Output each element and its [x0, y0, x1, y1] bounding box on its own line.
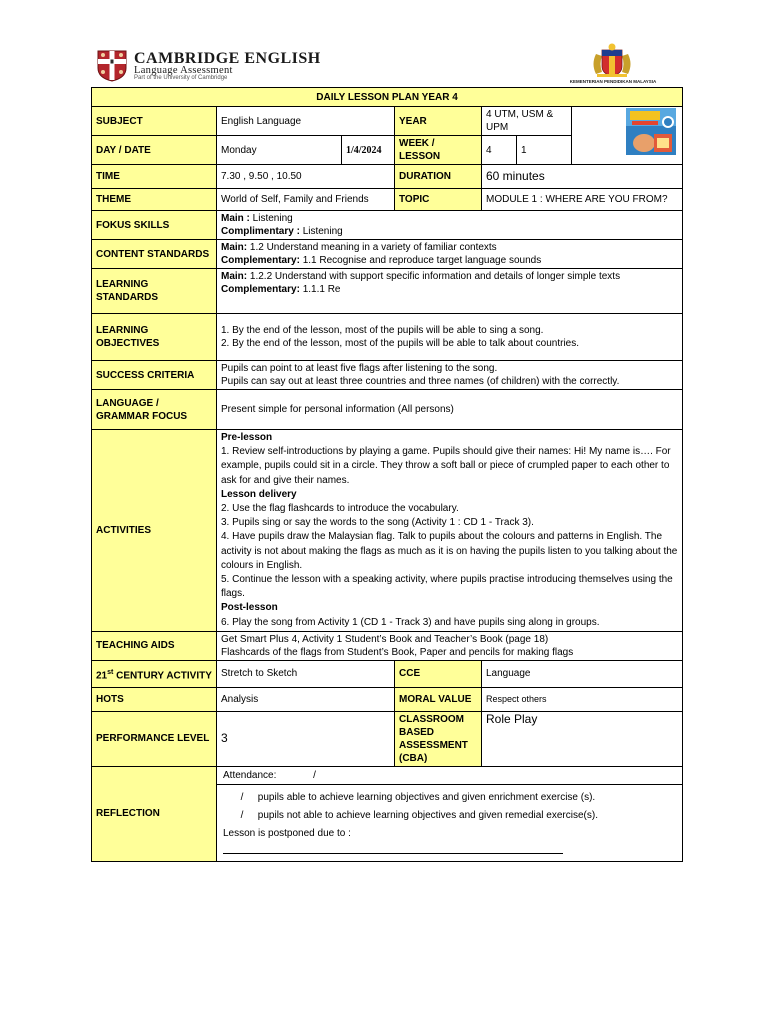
century-value: Stretch to Sketch: [217, 660, 395, 687]
reflection-2-text: pupils not able to achieve learning objectives and given remedial exercise(s).: [257, 809, 598, 821]
subject-label: SUBJECT: [92, 107, 217, 136]
success-cell: [217, 361, 683, 390]
focus-label: FOKUS SKILLS: [92, 211, 217, 240]
cambridge-logo: [97, 50, 337, 84]
cba-label: [395, 711, 482, 766]
objective-1-word: most: [344, 325, 367, 336]
activity-3: 3. Pupils sing or say the words to the song (Activity 1 : CD 1 - Track 3).: [221, 517, 534, 529]
objective-2-pre: 2. By the end of the lesson,: [221, 338, 343, 349]
attendance-label: Attendance:: [223, 769, 277, 781]
learning-comp-label: Complementary:: [221, 284, 300, 295]
focus-comp: Listening: [302, 226, 343, 237]
grammar-label-2: GRAMMAR FOCUS: [96, 410, 188, 422]
focus-comp-label: Complimentary :: [221, 226, 300, 237]
year-label: YEAR: [395, 107, 482, 136]
reflection-1: [223, 789, 676, 807]
cba-label-2: ASSESSMENT (CBA): [399, 739, 468, 764]
hots-label: HOTS: [92, 687, 217, 711]
activity-1: 1. Review self-introductions by playing a game. Pupils should give their names: Hi! My name is…. For example, pupils could sit in a circle. They throw a soft ball or piece of crumpled paper to each other to ask for and give their names.: [221, 446, 671, 486]
theme-value: World of Self, Family and Friends: [217, 189, 395, 211]
malaysia-crest-icon: [587, 42, 637, 78]
learning-main-label: Main:: [221, 271, 248, 282]
focus-main: Listening: [252, 213, 293, 224]
success-label: SUCCESS CRITERIA: [92, 361, 217, 390]
aids-cell: [217, 631, 683, 660]
content-label: CONTENT STANDARDS: [92, 240, 217, 269]
cambridge-title: CAMBRIDGE ENGLISH: [134, 50, 321, 67]
learning-label: LEARNING STANDARDS: [92, 269, 217, 314]
moral-value: Respect others: [482, 687, 683, 711]
attendance-sep: /: [313, 769, 316, 781]
focus-cell: [217, 211, 683, 240]
book-cell: [572, 107, 683, 165]
cambridge-shield-icon: [97, 50, 127, 82]
subject-value: English Language: [217, 107, 395, 136]
day-value: Monday: [217, 136, 342, 165]
cba-label-1: CLASSROOM BASED: [399, 713, 464, 738]
content-main: 1.2 Understand meaning in a variety of familiar contexts: [249, 242, 497, 253]
hots-value: Analysis: [217, 687, 395, 711]
learning-cell: [217, 269, 683, 314]
objective-1-post: of the pupils will be able to sing a song.: [369, 325, 544, 336]
content-comp: 1.1 Recognise and reproduce target language sounds: [302, 255, 542, 266]
aids-label: TEACHING AIDS: [92, 631, 217, 660]
objective-1-pre: 1. By the end of the lesson,: [221, 325, 343, 336]
aids-2: Flashcards of the flags from Student’s Book, Paper and pencils for making flags: [221, 646, 574, 658]
activities-label: ACTIVITIES: [92, 430, 217, 632]
ministry-name: KEMENTERIAN PENDIDIKAN MALAYSIA: [569, 79, 657, 84]
time-label: TIME: [92, 165, 217, 189]
century-label-rest: CENTURY ACTIVITY: [113, 670, 212, 681]
pre-lesson-heading: Pre-lesson: [221, 432, 273, 443]
learning-main: 1.2.2 Understand with support specific information and details of longer simple texts: [249, 271, 621, 282]
grammar-value: Present simple for personal information (All persons): [217, 390, 683, 430]
activity-5: 5. Continue the lesson with a speaking activity, where pupils practise introducing themselves using the flags.: [221, 574, 673, 600]
day-label: DAY / DATE: [92, 136, 217, 165]
reflection-mark-1: /: [240, 791, 244, 803]
post-lesson-heading: Post-lesson: [221, 602, 278, 614]
cambridge-part: Part of the University of Cambridge: [134, 75, 228, 81]
year-value: 4 UTM, USM & UPM: [482, 107, 572, 136]
activity-2: 2. Use the flag flashcards to introduce the vocabulary.: [221, 503, 459, 515]
reflection-label: REFLECTION: [92, 766, 217, 861]
activity-4: 4. Have pupils draw the Malaysian flag. Talk to pupils about the colours and patterns in English. The activity is not about making the flags as much as it is on having the pupils listen to you talking about the colours in English.: [221, 531, 678, 571]
content-comp-label: Complementary:: [221, 255, 300, 266]
objectives-cell: [217, 314, 683, 361]
lesson-delivery-heading: Lesson delivery: [221, 488, 297, 500]
aids-1: Get Smart Plus 4, Activity 1 Student’s Book and Teacher’s Book (page 18): [221, 633, 549, 645]
grammar-label: [92, 390, 217, 430]
performance-label: PERFORMANCE LEVEL: [92, 711, 217, 766]
reflection-cell: [217, 766, 683, 861]
success-2: Pupils can say out at least three countries and three names (of children) with the correctly.: [221, 376, 620, 387]
ministry-logo: [552, 42, 674, 88]
duration-value: 60 minutes: [482, 165, 683, 189]
content-main-label: Main:: [221, 242, 248, 253]
reflection-mark-2: /: [240, 809, 244, 821]
time-value: 7.30 , 9.50 , 10.50: [217, 165, 395, 189]
attendance-row: [217, 767, 682, 785]
grammar-label-1: LANGUAGE /: [96, 397, 159, 409]
learning-comp: 1.1.1 Re: [302, 284, 341, 295]
topic-value: MODULE 1 : WHERE ARE YOU FROM?: [482, 189, 683, 211]
success-1: Pupils can point to at least five flags after listening to the song.: [221, 363, 498, 374]
theme-label: THEME: [92, 189, 217, 211]
activity-6: 6. Play the song from Activity 1 (CD 1 - Track 3) and have pupils sing along in groups.: [221, 616, 600, 628]
cce-label: CCE: [395, 660, 482, 687]
moral-label: MORAL VALUE: [395, 687, 482, 711]
objective-2-word: most: [344, 338, 367, 349]
objective-2-post: of the pupils will be able to talk about countries.: [369, 338, 580, 349]
cce-value: Language: [482, 660, 683, 687]
century-label-sup: st: [107, 668, 114, 676]
cambridge-subtitle: Language Assessment: [134, 65, 233, 76]
objectives-label: LEARNING OBJECTIVES: [92, 314, 217, 361]
reflection-1-text: pupils able to achieve learning objectives and given enrichment exercise (s).: [257, 791, 596, 803]
cba-value: Role Play: [482, 711, 683, 766]
postponed: Lesson is postponed due to :: [223, 827, 351, 839]
week-label: WEEK / LESSON: [395, 136, 482, 165]
century-label-num: 21: [96, 670, 108, 681]
postponed-line: [223, 843, 676, 861]
content-cell: [217, 240, 683, 269]
activities-cell: [217, 430, 683, 632]
reflection-2: [223, 807, 676, 825]
topic-label: TOPIC: [395, 189, 482, 211]
century-label: [92, 660, 217, 687]
week-value: 4: [482, 136, 517, 165]
lesson-value: 1: [517, 136, 572, 165]
plan-title: DAILY LESSON PLAN YEAR 4: [92, 88, 683, 107]
lesson-plan-table: [91, 87, 683, 862]
date-value: 1/4/2024: [342, 136, 395, 165]
focus-main-label: Main :: [221, 213, 250, 224]
duration-label: DURATION: [395, 165, 482, 189]
performance-value: 3: [217, 711, 395, 766]
